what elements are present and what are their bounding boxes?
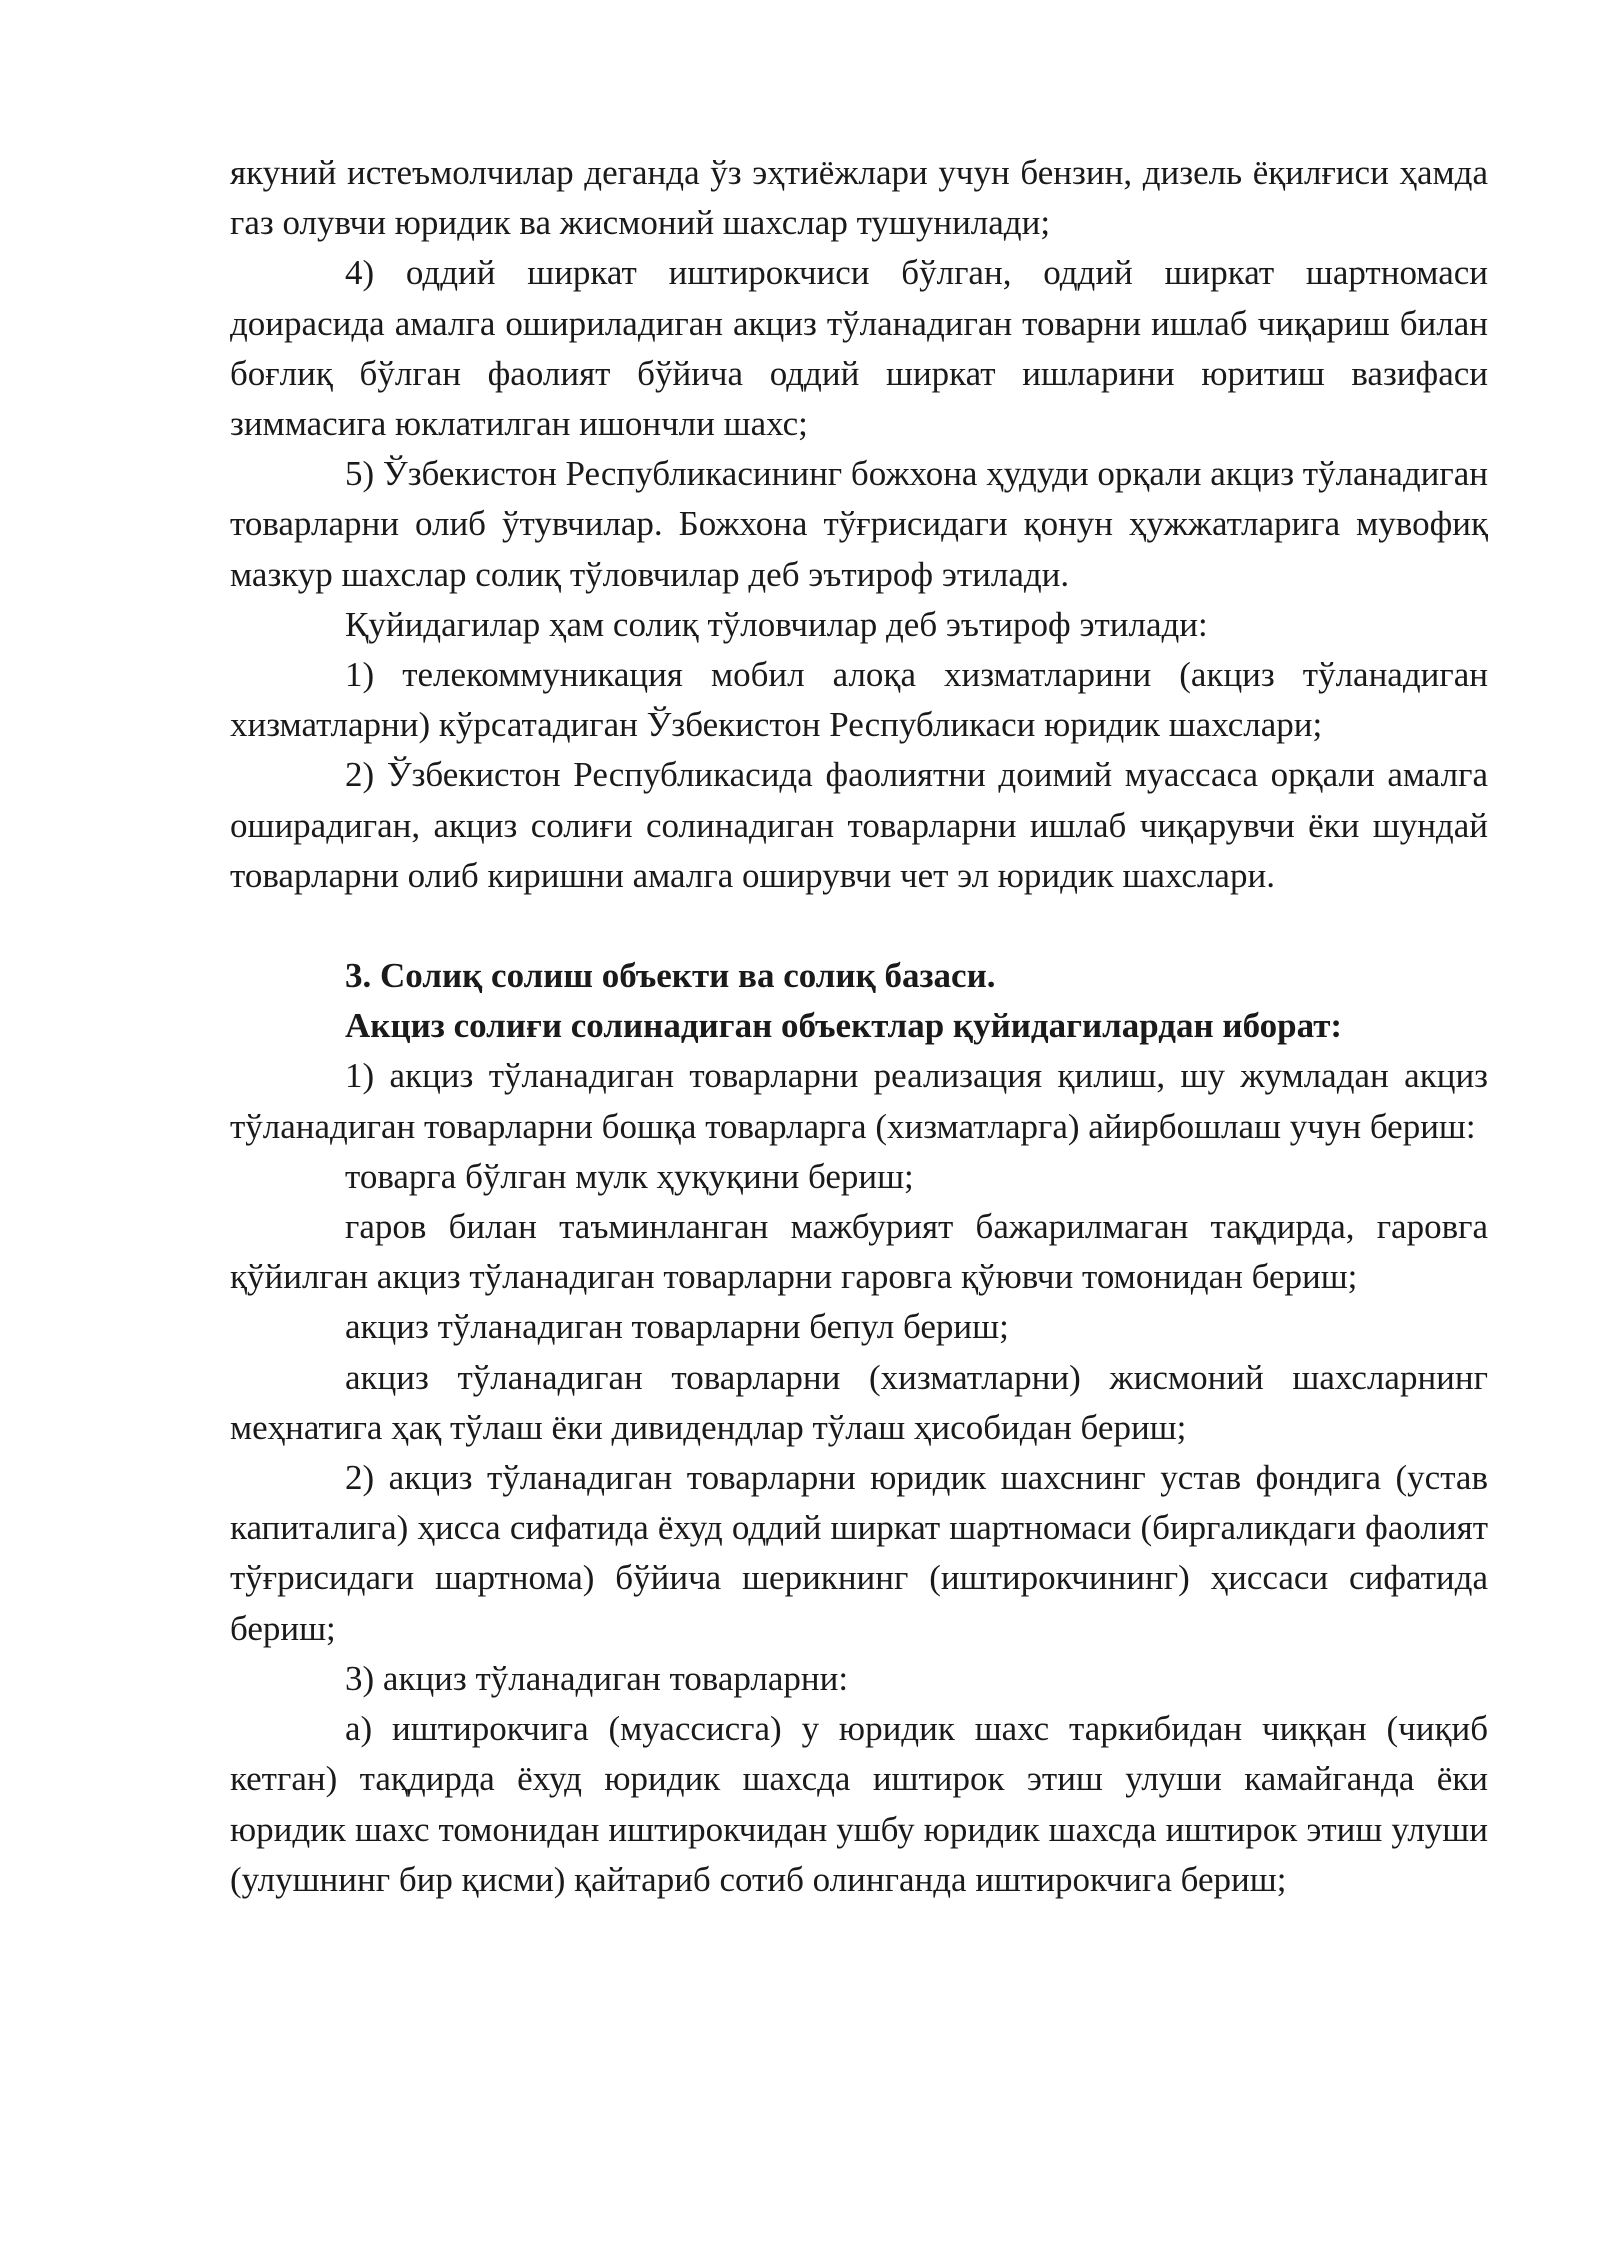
section-spacer — [230, 901, 1488, 951]
paragraph-consumers-definition: якуний истеъмолчилар деганда ўз эҳтиёжлари учун бензин, дизель ёқилғиси ҳамда газ олувчи юридик ва жисмоний шахслар тушунилади; — [230, 153, 1488, 243]
section-subtitle: Акциз солиғи солинадиган объектлар қуйидагилардан иборат: — [345, 1006, 1343, 1046]
paragraph-also-item-2: 2) Ўзбекистон Республикасида фаолиятни доимий муассаса орқали амалга оширадиган, акциз солиғи солинадиган товарларни ишлаб чиқарувчи ёки шундай товарларни олиб киришни амалга оширувчи чет эл юридик шахслари. — [230, 755, 1488, 895]
object-item-2: 2) акциз тўланадиган товарларни юридик шахснинг устав фондига (устав капиталига) ҳисса сифатида ёхуд оддий ширкат шартномаси (биргаликдаги фаолият тўғрисидаги шартнома) бўйича шерикнинг (иштирокчининг) ҳиссаси сифатида бериш; — [230, 1458, 1488, 1648]
document-page — [230, 148, 1488, 1905]
object-subitem-ownership: товарга бўлган мулк ҳуқуқини бериш; — [345, 1156, 914, 1196]
object-subitem-wages-dividends: акциз тўланадиган товарларни (хизматларни) жисмоний шахсларнинг меҳнатига ҳақ тўлаш ёки дивидендлар тўлаш ҳисобидан бериш; — [230, 1357, 1488, 1447]
object-subitem-pledge: гаров билан таъминланган мажбурият бажарилмаган тақдирда, гаровга қўйилган акциз тўланадиган товарларни гаровга қўювчи томонидан бериш; — [230, 1207, 1488, 1297]
paragraph-item-5: 5) Ўзбекистон Республикасининг божхона ҳудуди орқали акциз тўланадиган товарларни олиб ўтувчилар. Божхона тўғрисидаги қонун ҳужжатларига мувофиқ мазкур шахслар солиқ тўловчилар деб эътироф этилади. — [230, 454, 1488, 594]
object-item-1: 1) акциз тўланадиган товарларни реализация қилиш, шу жумладан акциз тўланадиган товарларни бошқа товарларга (хизматларга) айирбошлаш учун бериш: — [230, 1056, 1488, 1146]
paragraph-also-item-1: 1) телекоммуникация мобил алоқа хизматларини (акциз тўланадиган хизматларни) кўрсатадиган Ўзбекистон Республикаси юридик шахслари; — [230, 655, 1488, 745]
section-title: 3. Солиқ солиш объекти ва солиқ базаси. — [345, 956, 996, 996]
object-subitem-free: акциз тўланадиган товарларни бепул бериш; — [345, 1307, 1009, 1347]
paragraph-item-4: 4) оддий ширкат иштирокчиси бўлган, оддий ширкат шартномаси доирасида амалга ошириладиган акциз тўланадиган товарни ишлаб чиқариш билан боғлиқ бўлган фаолият бўйича оддий ширкат ишларини юритиш вазифаси зиммасига юклатилган ишончли шахс; — [230, 253, 1488, 444]
object-item-3: 3) акциз тўланадиган товарларни: — [345, 1658, 849, 1698]
object-item-3a: а) иштирокчига (муассисга) у юридик шахс таркибидан чиққан (чиқиб кетган) тақдирда ёхуд юридик шахсда иштирок этиш улуши камайганда ёки юридик шахс томонидан иштирокчидан ушбу юридик шахсда иштирок этиш улуши (улушнинг бир қисми) қайтариб сотиб олинганда иштирокчига бериш; — [230, 1709, 1488, 1899]
paragraph-also-taxpayers: Қуйидагилар ҳам солиқ тўловчилар деб эътироф этилади: — [345, 604, 1208, 644]
